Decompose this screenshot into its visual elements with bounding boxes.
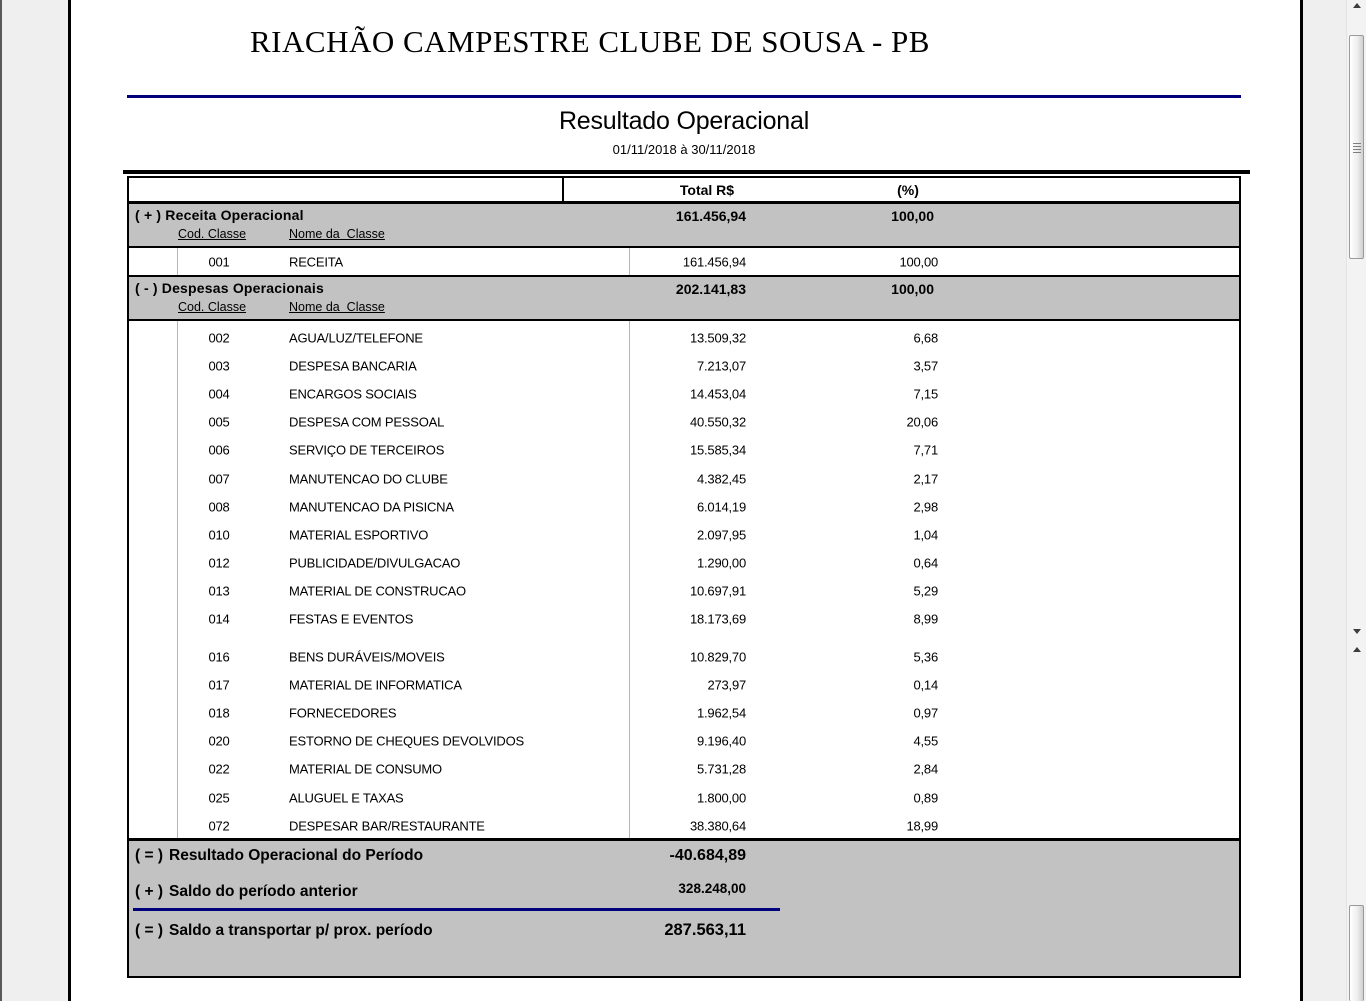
section-header-receita [129,204,1239,248]
cell-percent: 4,55 [913,733,938,749]
cell-class-name: PUBLICIDADE/DIVULGACAO [289,555,461,571]
header-divider-rule [127,95,1241,98]
report-period: 01/11/2018 à 30/11/2018 [612,142,756,157]
section-title [135,280,324,296]
cell-class-name: MANUTENCAO DO CLUBE [289,471,448,487]
cell-class-name: MATERIAL DE CONSTRUCAO [289,583,466,599]
cell-class-name: MATERIAL DE INFORMATICA [289,677,462,693]
scrollbar-thumb[interactable] [1349,905,1364,1001]
table-row [129,380,1239,408]
cell-percent: 1,04 [913,527,938,543]
summary-label: Saldo do período anterior [169,883,358,900]
section-percent: 100,00 [891,281,934,297]
cell-percent: 20,06 [906,414,938,430]
section-name: Despesas Operacionais [161,280,324,296]
cell-percent: 100,00 [899,254,938,269]
cell-class-name: RECEITA [289,254,343,269]
section-total: 161.456,94 [675,208,746,224]
cell-class-code: 001 [208,254,230,269]
page-left-margin [2,0,68,1001]
table-row [129,671,1239,699]
cell-percent: 2,17 [913,471,938,487]
section-header-despesas [129,275,1239,321]
cell-percent: 7,71 [913,442,938,458]
section-total: 202.141,83 [675,281,746,297]
cell-class-code: 004 [208,386,230,402]
summary-sign: ( + ) [135,883,163,900]
section-title [135,207,304,223]
page-left-edge-line [68,0,71,1001]
cell-percent: 2,98 [913,499,938,515]
cell-class-name: SERVIÇO DE TERCEIROS [289,442,445,458]
table-row [129,643,1239,671]
cell-class-name: FORNECEDORES [289,705,397,721]
cell-class-code: 020 [208,733,230,749]
cell-class-name: DESPESA COM PESSOAL [289,414,445,430]
cell-total: 273,97 [707,677,746,693]
section-name: Receita Operacional [165,207,304,223]
summary-sign: ( = ) [135,922,163,939]
summary-divider-rule [133,908,780,911]
table-row [129,784,1239,812]
cell-class-code: 010 [208,527,230,543]
cell-class-code: 022 [208,761,230,777]
cell-total: 1.962,54 [696,705,746,721]
cell-class-code: 072 [208,818,230,834]
cell-total: 15.585,34 [689,442,746,458]
cell-class-code: 006 [208,442,230,458]
table-row [129,408,1239,436]
receita-rows [129,248,1239,275]
scrollbar-thumb[interactable] [1349,35,1364,259]
cell-class-code: 002 [208,330,230,346]
cell-percent: 0,14 [913,677,938,693]
cell-class-name: DESPESA BANCARIA [289,358,417,374]
column-header-percent: (%) [897,182,919,198]
cell-class-name: ENCARGOS SOCIAIS [289,386,417,402]
cell-total: 2.097,95 [696,527,746,543]
cell-class-code: 007 [208,471,230,487]
cell-percent: 0,97 [913,705,938,721]
summary-line [135,847,423,865]
summary-sign: ( = ) [135,847,163,864]
scrollbar-grip-icon [1353,143,1361,154]
report-subtitle: Resultado Operacional [558,107,810,135]
cell-class-name: MANUTENCAO DA PISICNA [289,499,454,515]
class-name-header: Nome da Classe [289,300,385,314]
table-row [129,247,1239,275]
report-table [127,176,1241,978]
cell-total: 1.800,00 [696,790,746,806]
cell-class-name: BENS DURÁVEIS/MOVEIS [289,649,445,665]
section-percent: 100,00 [891,208,934,224]
table-row [129,755,1239,783]
cell-total: 10.697,91 [689,583,746,599]
column-header-total: Total R$ [679,182,735,198]
class-code-header: Cod. Classe [178,227,247,241]
cell-total: 9.196,40 [696,733,746,749]
cell-total: 38.380,64 [689,818,746,834]
table-row [129,549,1239,577]
summary-value: 328.248,00 [678,881,746,896]
cell-class-code: 014 [208,611,230,627]
cell-class-code: 025 [208,790,230,806]
summary-value: 287.563,11 [664,921,746,939]
cell-percent: 5,29 [913,583,938,599]
table-row [129,577,1239,605]
class-code-header: Cod. Classe [178,300,247,314]
cell-class-name: ESTORNO DE CHEQUES DEVOLVIDOS [289,733,524,749]
cell-class-name: DESPESAR BAR/RESTAURANTE [289,818,485,834]
table-row [129,699,1239,727]
cell-class-name: AGUA/LUZ/TELEFONE [289,330,423,346]
table-row [129,812,1239,840]
table-header-row [129,178,1239,204]
cell-total: 161.456,94 [682,254,746,269]
cell-percent: 18,99 [906,818,938,834]
cell-class-code: 016 [208,649,230,665]
scroll-down-icon[interactable] [1353,629,1361,634]
cell-class-name: MATERIAL ESPORTIVO [289,527,429,543]
cell-total: 14.453,04 [689,386,746,402]
cell-total: 18.173,69 [689,611,746,627]
cell-class-code: 005 [208,414,230,430]
page-right-margin [1303,0,1346,1001]
cell-class-code: 018 [208,705,230,721]
cell-class-name: FESTAS E EVENTOS [289,611,414,627]
section-sign: ( - ) [135,280,158,296]
vertical-scrollbar[interactable] [1346,0,1366,1001]
cell-class-code: 012 [208,555,230,571]
table-row [129,727,1239,755]
cell-percent: 6,68 [913,330,938,346]
cell-class-name: ALUGUEL E TAXAS [289,790,404,806]
cell-percent: 8,99 [913,611,938,627]
table-row [129,352,1239,380]
table-row [129,436,1239,464]
class-name-header: Nome da Classe [289,227,385,241]
section-sign: ( + ) [135,207,162,223]
cell-class-code: 008 [208,499,230,515]
cell-class-code: 017 [208,677,230,693]
cell-total: 40.550,32 [689,414,746,430]
table-top-rule [123,170,1250,174]
column-divider [562,178,564,201]
cell-total: 6.014,19 [696,499,746,515]
summary-label: Resultado Operacional do Período [169,847,424,864]
cell-total: 1.290,00 [696,555,746,571]
cell-percent: 3,57 [913,358,938,374]
table-row [129,605,1239,633]
cell-total: 7.213,07 [696,358,746,374]
cell-class-name: MATERIAL DE CONSUMO [289,761,442,777]
cell-total: 10.829,70 [689,649,746,665]
table-row [129,493,1239,521]
summary-value: -40.684,89 [669,847,746,864]
cell-class-code: 003 [208,358,230,374]
cell-percent: 7,15 [913,386,938,402]
summary-label: Saldo a transportar p/ prox. período [169,922,433,939]
table-row [129,324,1239,352]
scroll-up-icon[interactable] [1353,647,1361,652]
cell-total: 5.731,28 [696,761,746,777]
despesas-rows [129,321,1239,838]
cell-total: 13.509,32 [689,330,746,346]
cell-percent: 0,89 [913,790,938,806]
summary-line [135,922,433,940]
table-row [129,521,1239,549]
cell-percent: 0,64 [913,555,938,571]
table-row [129,464,1239,492]
cell-total: 4.382,45 [696,471,746,487]
summary-line [135,883,358,901]
scroll-up-icon[interactable] [1353,3,1361,8]
report-title: RIACHÃO CAMPESTRE CLUBE DE SOUSA - PB [250,24,930,59]
cell-percent: 5,36 [913,649,938,665]
cell-percent: 2,84 [913,761,938,777]
summary-footer [129,838,1239,976]
cell-class-code: 013 [208,583,230,599]
